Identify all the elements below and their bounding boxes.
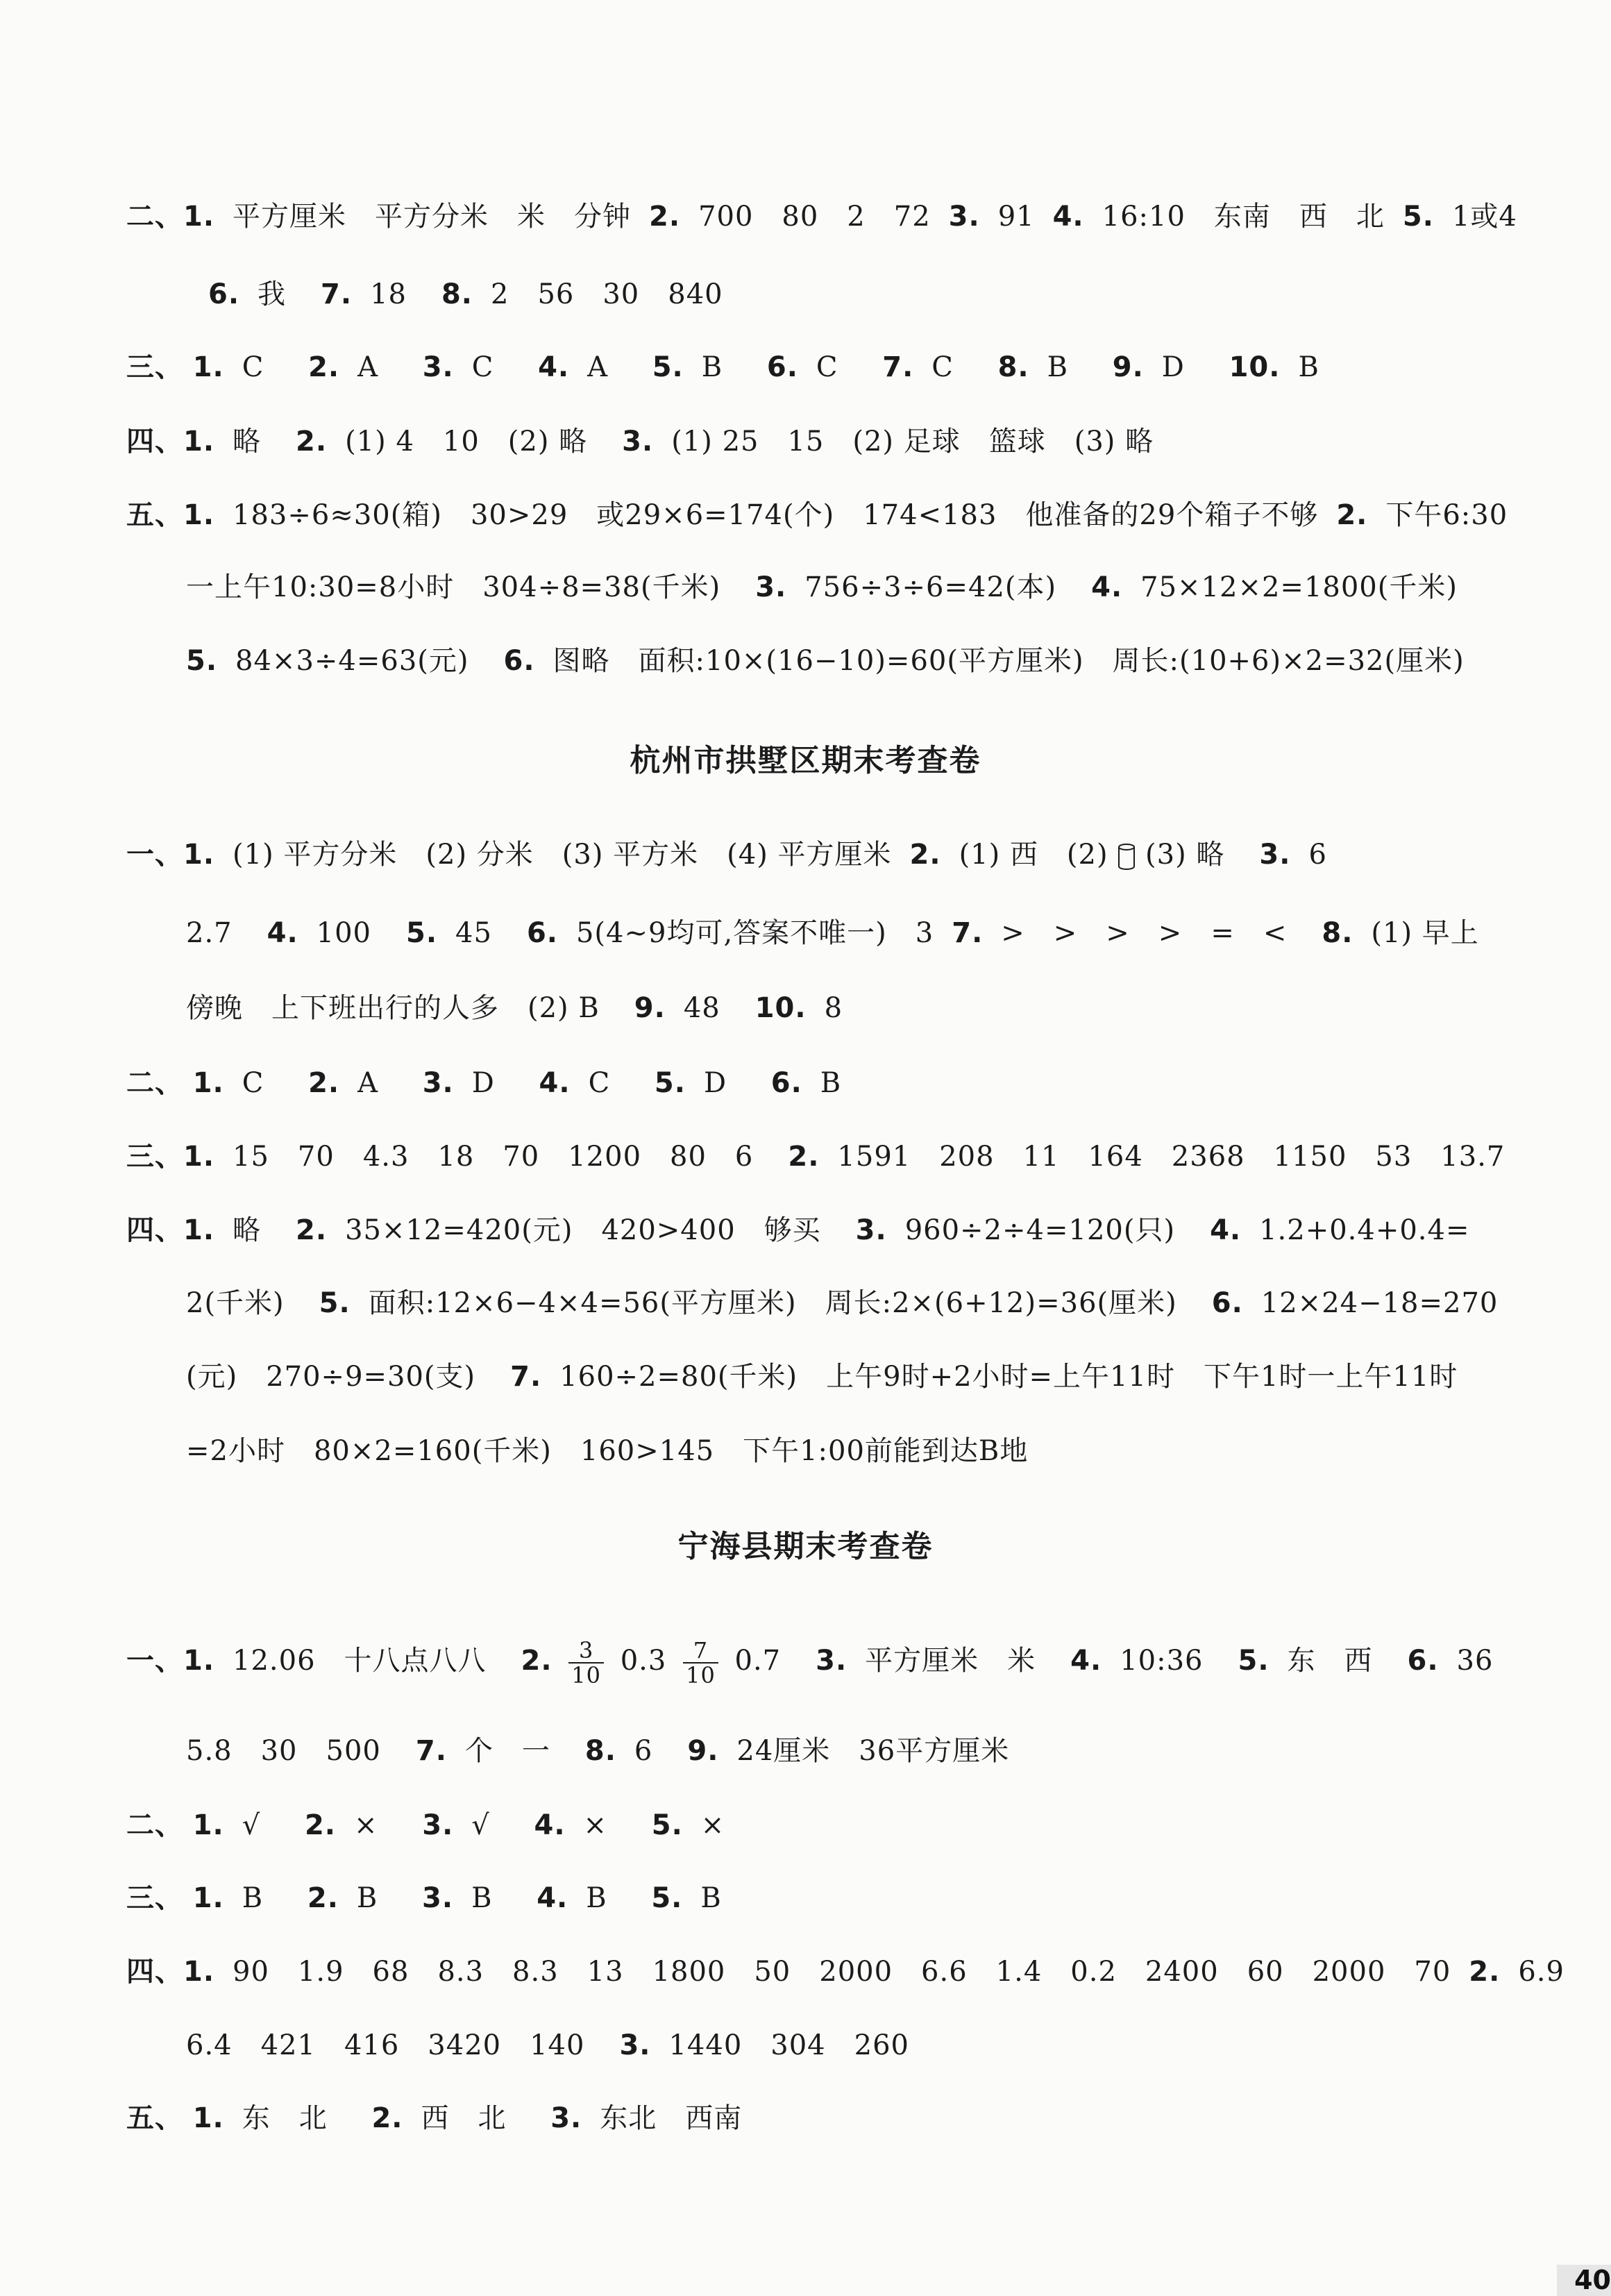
page-number: 40 [1557, 2265, 1611, 2296]
section-c-yi-line1: 一、1. 12.06 十八点八八 2. $\frac{3}{10}$ 0.3 $\frac{7}{10}$ 0.7 3. 平方厘米 米 4. 10:36 5. 东 西 6. 36 [126, 1637, 1494, 1689]
section-c-si-line1: 四、1. 90 1.9 68 8.3 8.3 13 1800 50 2000 6.6 1.4 0.2 2400 60 2000 70 2. 6.9 [126, 1956, 1564, 1988]
section-b-yi-line3: 傍晚 上下班出行的人多 (2) B 9. 48 10. 8 [186, 992, 843, 1024]
section-b-si-line1: 四、1. 略 2. 35×12=420(元) 420>400 够买 3. 960÷2÷4=120(只) 4. 1.2+0.4+0.4= [126, 1214, 1470, 1246]
section-b-si-line3: (元) 270÷9=30(支) 7. 160÷2=80(千米) 上午9时+2小时=上午11时 下午1时一上午11时 [186, 1361, 1458, 1393]
section-c-wu-line: 五、 1. 东 北 2. 西 北 3. 东北 西南 [126, 2102, 743, 2134]
section-a-wu-line3: 5. 84×3÷4=63(元) 6. 图略 面积:10×(16−10)=60(平方厘米) 周长:(10+6)×2=32(厘米) [186, 645, 1465, 677]
section-a-er-line1: 二、1. 平方厘米 平方分米 米 分钟 2. 700 80 2 72 3. 91 4. 16:10 东南 西 北 5. 1或4 [126, 201, 1517, 233]
cylinder-icon [1117, 843, 1136, 871]
section-b-si-line4: =2小时 80×2=160(千米) 160>145 下午1:00前能到达B地 [186, 1435, 1029, 1467]
section-c-san-line: 三、 1. B 2. B 3. B 4. B 5. B [126, 1882, 722, 1914]
section-c-er-line: 二、 1. √ 2. × 3. √ 4. × 5. × [126, 1809, 725, 1841]
section-b-si-line2: 2(千米) 5. 面积:12×6−4×4=56(平方厘米) 周长:2×(6+12)=36(厘米) 6. 12×24−18=270 [186, 1287, 1499, 1319]
section-c-yi-line2: 5.8 30 500 7. 个 一 8. 6 9. 24厘米 36平方厘米 [186, 1735, 1010, 1767]
section-b-san-line: 三、1. 15 70 4.3 18 70 1200 80 6 2. 1591 208 11 164 2368 1150 53 13.7 [126, 1141, 1505, 1173]
section-b-er-line: 二、 1. C 2. A 3. D 4. C 5. D 6. B [126, 1067, 842, 1099]
fraction-three-tenths: $\frac{3}{10}$ [568, 1639, 604, 1687]
section-a-er-line2: 6. 我 7. 18 8. 2 56 30 840 [208, 278, 723, 310]
section-b-yi-line1: 一、1. (1) 平方分米 (2) 分米 (3) 平方米 (4) 平方厘米 2. (1) 西 (2) (3) 略 3. 6 [126, 839, 1327, 871]
section-c-title: 宁海县期末考查卷 [677, 1529, 934, 1564]
section-a-san-line: 三、 1. C 2. A 3. C 4. A 5. B 6. C 7. C 8. B 9. D 10. B [126, 351, 1319, 383]
section-c-si-line2: 6.4 421 416 3420 140 3. 1440 304 260 [186, 2029, 909, 2061]
section-b-yi-line2: 2.7 4. 100 5. 45 6. 5(4~9均可,答案不唯一) 3 7. > > > > = < 8. (1) 早上 [186, 917, 1479, 949]
section-b-title: 杭州市拱墅区期末考查卷 [630, 743, 981, 778]
section-a-wu-line1: 五、1. 183÷6≈30(箱) 30>29 或29×6=174(个) 174<183 他准备的29个箱子不够 2. 下午6:30 [126, 499, 1508, 531]
section-a-wu-line2: 一上午10:30=8小时 304÷8=38(千米) 3. 756÷3÷6=42(本) 4. 75×12×2=1800(千米) [186, 571, 1458, 603]
section-a-si-line: 四、1. 略 2. (1) 4 10 (2) 略 3. (1) 25 15 (2) 足球 篮球 (3) 略 [126, 426, 1154, 458]
fraction-seven-tenths: $\frac{7}{10}$ [683, 1639, 718, 1687]
